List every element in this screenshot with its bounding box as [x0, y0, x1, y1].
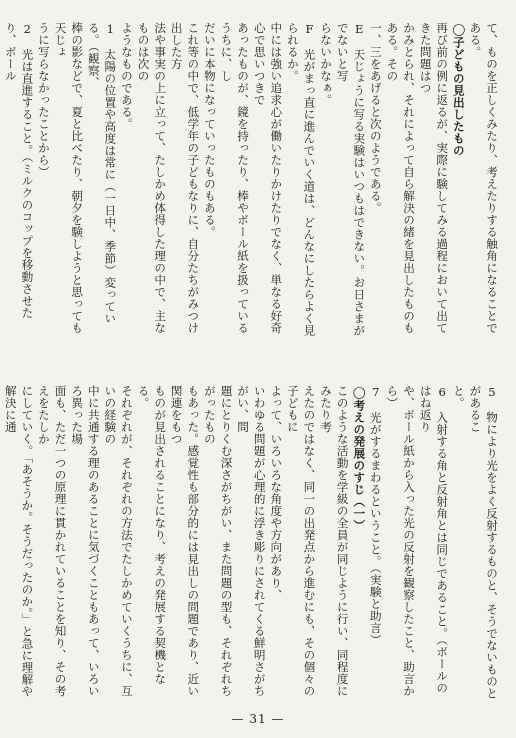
text-line: うに写らなかったことから）: [36, 22, 51, 178]
text-line: よって、いろいろな角度や方向があり、: [269, 385, 284, 601]
text-line: ものが見出されることになり、考えの発展する契機となる。: [136, 385, 168, 685]
text-line: ようなものである。: [119, 22, 134, 130]
text-line: 1 太陽の位置や高度は常に（一日中、季節）変っている。（観察、: [86, 22, 118, 325]
text-line: 面も、ただ一つの原理に貫かれていることを知り、その考えをたしか: [36, 385, 68, 697]
upper-text-block: [3, 22, 500, 342]
page-number: — 31 —: [231, 712, 285, 726]
text-line: て、ものを正しくみたり、考えたりする触角になることである。: [468, 22, 499, 334]
text-line: 一、三をあげると次のようである。: [368, 22, 383, 214]
text-line: [0, 385, 2, 703]
text-line: らないかなぁ。: [319, 22, 334, 106]
text-line: [0, 22, 2, 342]
text-line: にしていく。「あそうか。そうだったのか。」と急に理解や解決に通: [3, 385, 35, 698]
text-line: 6 入射する角と反射角とは同じであること。（ボールのはね返り: [418, 385, 450, 694]
text-line: かみとられ、それによって自ら解決の緒を見出したものもある。その: [385, 22, 417, 334]
text-line: 法や事実の上に立って、たしかめ体得した理の中で、主なものは次の: [136, 22, 168, 334]
text-line: と。: [451, 385, 466, 409]
text-line: このような活動を学級の全員が同じように行い、同程度にみたり考: [319, 385, 350, 697]
text-line: 再び前の例に返るが、実際に験してみる過程において出てきた問題はつ: [418, 22, 450, 334]
text-line: や、ボール紙から入った光の反射を観察したこと、助言から）: [385, 385, 417, 697]
text-line: 題にとりくむ深さがちがい、また問題の型も、それぞれちがったもの: [202, 385, 234, 697]
text-line: いわゆる問題が心理的に浮き彫りにされてくる鮮明さがちがい、問: [236, 385, 267, 697]
text-line: E 天じょうに写る実験はいつもはできない。お日さまがでないと写: [335, 22, 367, 337]
text-line: あったものが、鏡を持ったり、棒やボール紙を扱っているうちに、し: [219, 22, 251, 334]
text-line: 棒の影などで、夏と比べたり、朝夕を験しようと思っても天じょ: [53, 22, 85, 334]
text-line: F 光がまっ直に進んでいく道は、どんなにしたらよく見られるか。: [285, 22, 317, 337]
text-line: 2 光は直進すること。（ミルクのコップを移動させたり、ボール: [3, 22, 35, 319]
section-heading: ◯考えの発展のすじ（一）: [352, 385, 367, 532]
lower-text-block: [3, 385, 500, 703]
text-line: だいに本物になっていったものもある。: [202, 22, 217, 238]
text-line: これ等の中で、低学年の子どもなりに、自分たちがみつけ出した方: [169, 22, 201, 334]
text-line: えたのではなく、同一の出発点から進むにも、その個々の子どもに: [285, 385, 317, 697]
text-line: それぞれが、それぞれの方法でたしかめていくうちに、互いの経験の: [103, 385, 134, 697]
text-line: もあった。感覚性も部分的には見出しの問題であり、近い関連をもつ: [169, 385, 201, 697]
text-line: 5 物により光をよく反射するものと、そうでないものとがあるこ: [468, 385, 499, 700]
text-line: 中に共通する理のあることに気づくこともあって、いろいろ異った場: [70, 385, 101, 697]
section-heading: ◯子どもの見出したもの: [451, 22, 466, 157]
text-line: 7 光がするまわるということ。（実験と助言）: [368, 385, 383, 646]
text-line: 中には強い追求心が働いたりかけたりでなく、単なる好奇心で思いつきで: [252, 22, 284, 334]
